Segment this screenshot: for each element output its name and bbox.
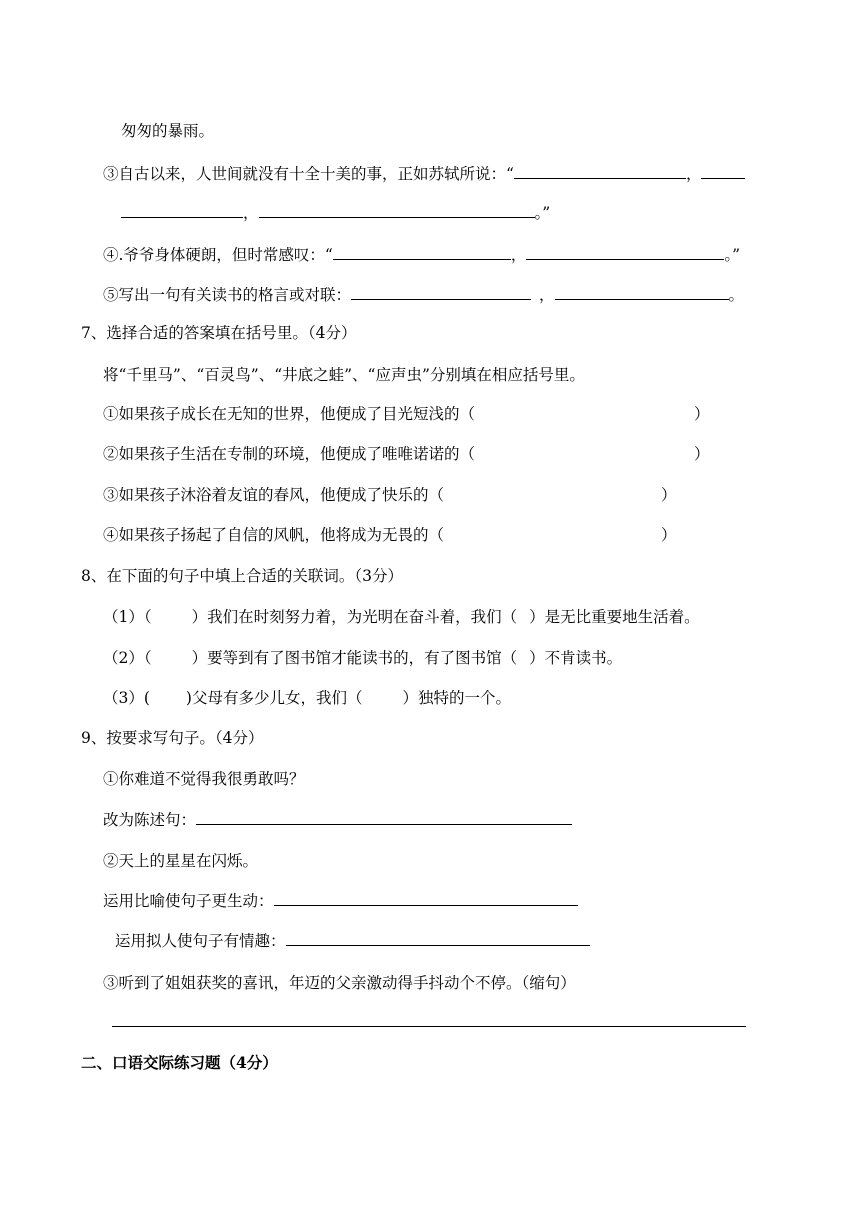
question-9-title: 9、按要求写句子。（4分） — [81, 729, 264, 747]
q9-item-1-answer — [103, 810, 572, 830]
item-text: ②如果孩子生活在专制的环境，他便成了唯唯诺诺的（ — [103, 445, 476, 463]
question-item-4 — [103, 245, 740, 265]
question-item-3 — [103, 164, 745, 184]
item-text: ）要等到有了图书馆才能读书的，有了图书馆（ — [191, 649, 518, 667]
continued-line: 匆匆的暴雨。 — [121, 122, 215, 140]
q9-item-3: ③听到了姐姐获奖的喜讯，年迈的父亲激动得手抖动个不停。（缩句） — [103, 974, 576, 992]
item-text: ）不肯读书。 — [529, 649, 623, 667]
q7-item-1 — [103, 404, 475, 424]
answer-blank[interactable] — [526, 245, 724, 260]
answer-blank[interactable] — [286, 931, 590, 946]
item-text: 运用拟人使句子有情趣： — [115, 932, 286, 950]
item-text: （3）( — [103, 689, 150, 707]
question-7-intro: 将“千里马”、“百灵鸟”、“井底之蛙”、“应声虫”分别填在相应括号里。 — [103, 366, 585, 384]
q9-item-2: ②天上的星星在闪烁。 — [103, 852, 259, 870]
question-item-3-cont — [121, 203, 550, 223]
section-2-title: 二、口语交际练习题（4分） — [81, 1053, 278, 1072]
q8-item-1 — [103, 607, 700, 627]
item-text: ⑤写出一句有关读书的格言或对联： — [103, 286, 352, 304]
item-text: ， — [243, 204, 259, 222]
answer-blank[interactable] — [514, 164, 686, 179]
answer-blank[interactable] — [259, 203, 535, 218]
item-text: ④.爷爷身体硬朗，但时常感叹：“ — [103, 246, 333, 264]
answer-blank[interactable] — [333, 245, 511, 260]
answer-blank[interactable] — [196, 810, 572, 825]
close-paren: ） — [661, 486, 677, 504]
q7-item-3 — [103, 485, 444, 505]
item-text: ④如果孩子扬起了自信的风帆，他将成为无畏的（ — [103, 526, 445, 544]
item-text: 。 — [728, 286, 745, 304]
item-text: ， — [539, 286, 555, 304]
item-text: 。” — [534, 204, 551, 222]
question-7-title: 7、选择合适的答案填在括号里。（4分） — [81, 324, 357, 342]
answer-blank[interactable] — [351, 285, 531, 300]
question-item-5 — [103, 285, 744, 305]
q9-item-1: ①你难道不觉得我很勇敢吗？ — [103, 770, 305, 788]
answer-line[interactable] — [112, 1026, 746, 1027]
answer-blank[interactable] — [555, 285, 729, 300]
item-text: 改为陈述句： — [103, 811, 197, 829]
item-text: ）我们在时刻努力着，为光明在奋斗着，我们（ — [191, 608, 518, 626]
close-paren: ） — [661, 526, 677, 544]
q8-item-2 — [103, 648, 622, 668]
item-text: ， — [685, 165, 702, 183]
q8-item-3 — [103, 688, 511, 708]
answer-blank[interactable] — [121, 203, 243, 218]
item-text: ， — [510, 246, 527, 264]
item-text: ）独特的一个。 — [402, 689, 511, 707]
item-text: 。” — [724, 246, 741, 264]
item-text: ①如果孩子成长在无知的世界，他便成了目光短浅的（ — [103, 405, 476, 423]
item-text: （2）（ — [103, 649, 152, 667]
item-text: ）是无比重要地生活着。 — [529, 608, 700, 626]
q7-item-2 — [103, 444, 475, 464]
close-paren: ） — [694, 445, 710, 463]
answer-blank[interactable] — [701, 164, 745, 179]
answer-blank[interactable] — [274, 891, 578, 906]
q9-item-2-answer-a — [103, 891, 578, 911]
item-text: )父母有多少儿女，我们（ — [185, 689, 363, 707]
item-text: 运用比喻使句子更生动： — [103, 892, 274, 910]
item-text: ③自古以来，人世间就没有十全十美的事，正如苏轼所说：“ — [103, 165, 514, 183]
item-text: ③如果孩子沐浴着友谊的春风，他便成了快乐的（ — [103, 486, 445, 504]
q9-item-2-answer-b — [115, 931, 590, 951]
q7-item-4 — [103, 525, 444, 545]
close-paren: ） — [694, 405, 710, 423]
item-text: （1）（ — [103, 608, 152, 626]
question-8-title: 8、在下面的句子中填上合适的关联词。（3分） — [81, 567, 403, 585]
